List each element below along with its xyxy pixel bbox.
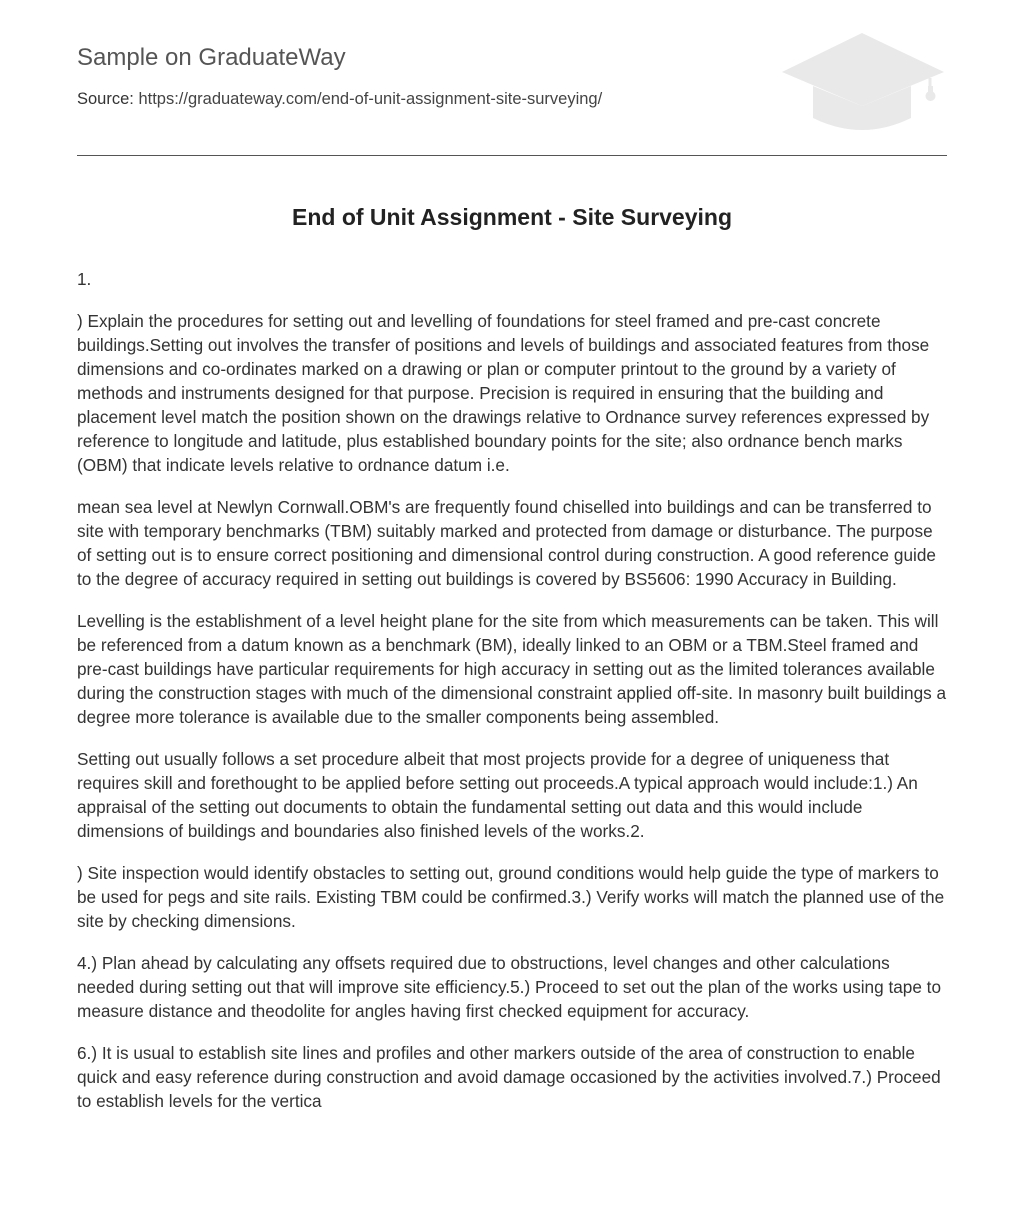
- paragraph: Setting out usually follows a set procedure albeit that most projects provide for a degree of uniqueness that requires skill and forethought to be applied before setting out proceeds.A typical approach would include:1.) An appraisal of the setting out documents to obtain the fundamental setting out data and this would include dimensions of buildings and boundaries also finished levels of the works.2.: [77, 749, 918, 841]
- paragraph: ) Site inspection would identify obstacles to setting out, ground conditions would help guide the type of markers to be used for pegs and site rails. Existing TBM could be confirmed.3.) Verify works will match the planned use of the site by checking dimensions.: [77, 863, 945, 931]
- document-title: End of Unit Assignment - Site Surveying: [291, 204, 733, 230]
- source-label: Source:: [77, 90, 139, 108]
- site-title: Sample on GraduateWay: [77, 44, 346, 71]
- document-body: [77, 267, 949, 1131]
- paragraph: Levelling is the establishment of a level height plane for the site from which measurements can be taken. This will be referenced from a datum known as a benchmark (BM), ideally linked to an OBM or a TBM.Steel framed and pre-cast buildings have particular requirements for high accuracy in setting out as the limited tolerances available during the construction stages with much of the dimensional constraint applied off-site. In masonry built buildings a degree more tolerance is available due to the smaller components being assembled.: [77, 611, 947, 727]
- source-line: [77, 90, 602, 109]
- source-link[interactable]: https://graduateway.com/end-of-unit-assignment-site-surveying/: [138, 90, 603, 108]
- paragraph: 6.) It is usual to establish site lines and profiles and other markers outside of the area of construction to enable quick and easy reference during construction and avoid damage occasioned by the activities involved.7.) Proceed to establish levels for the vertica: [77, 1043, 941, 1111]
- paragraph: ) Explain the procedures for setting out and levelling of foundations for steel framed and pre-cast concrete buildings.Setting out involves the transfer of positions and levels of buildings and associated features from those dimensions and co-ordinates marked on a drawing or plan or computer printout to the ground by a variety of methods and instruments designed for that purpose. Precision is required in ensuring that the building and placement level match the position shown on the drawings relative to Ordnance survey references expressed by reference to longitude and latitude, plus established boundary points for the site; also ordnance bench marks (OBM) that indicate levels relative to ordnance datum i.e.: [77, 311, 930, 475]
- header-divider: [77, 155, 947, 156]
- page-header: [77, 0, 947, 156]
- graduation-cap-icon: [780, 30, 946, 134]
- paragraph: 1.: [77, 269, 92, 289]
- paragraph: mean sea level at Newlyn Cornwall.OBM's are frequently found chiselled into buildings and can be transferred to site with temporary benchmarks (TBM) suitably marked and protected from damage or disturbance. The purpose of setting out is to ensure correct positioning and dimensional control during construction. A good reference guide to the degree of accuracy required in setting out buildings is covered by BS5606: 1990 Accuracy in Building.: [77, 497, 936, 589]
- paragraph: 4.) Plan ahead by calculating any offsets required due to obstructions, level changes and other calculations needed during setting out that will improve site efficiency.5.) Proceed to set out the plan of the works using tape to measure distance and theodolite for angles having first checked equipment for accuracy.: [77, 953, 942, 1021]
